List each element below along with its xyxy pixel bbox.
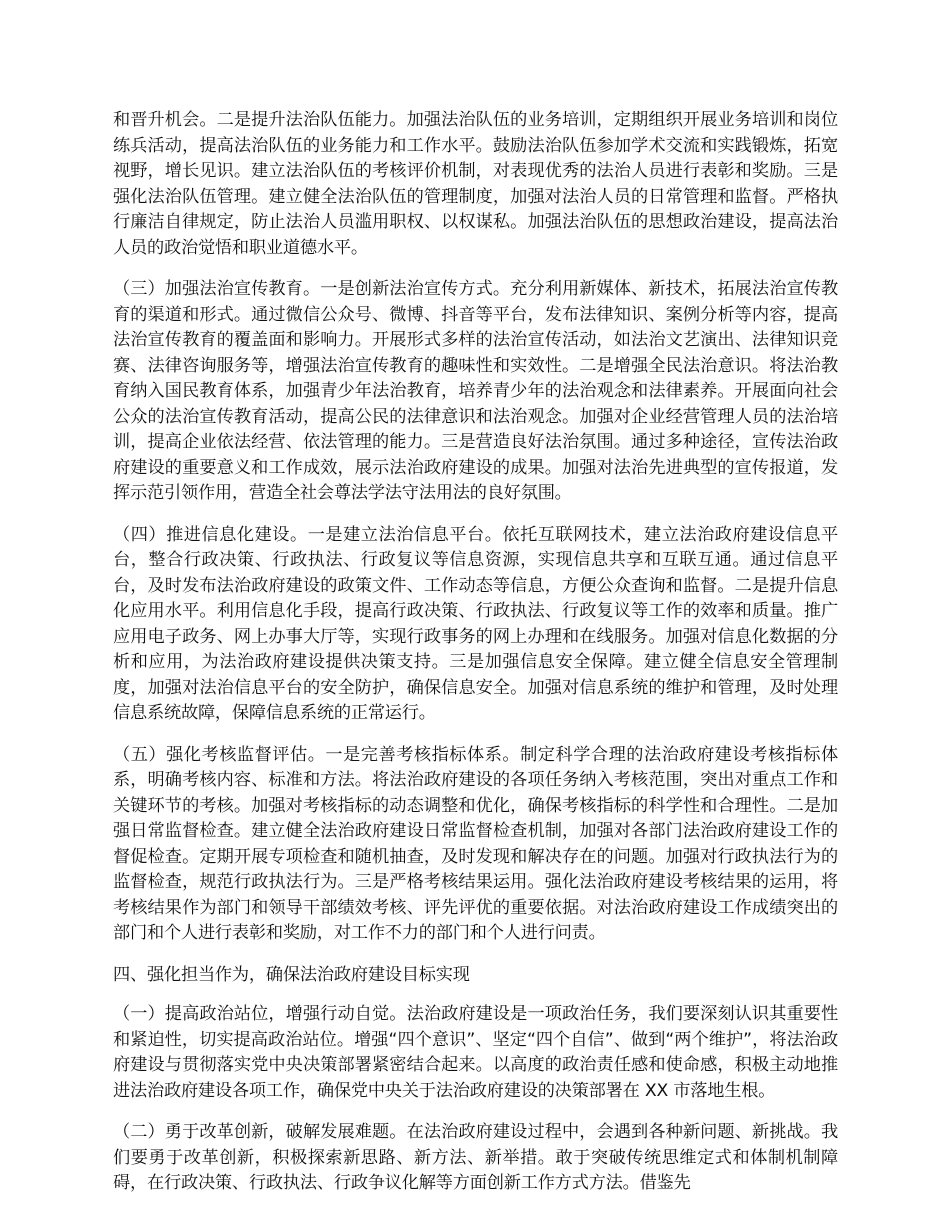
document-body (113, 108, 838, 1213)
paragraph-team-building: 和晋升机会。二是提升法治队伍能力。加强法治队伍的业务培训，定期组织开展业务培训和岗位练兵活动，提高法治队伍的业务能力和工作水平。鼓励法治队伍参加学术交流和实践锻炼，拓宽视野，增长见识。建立法治队伍的考核评价机制，对表现优秀的法治人员进行表彰和奖励。三是强化法治队伍管理。建立健全法治队伍的管理制度，加强对法治人员的日常管理和监督。严格执行廉洁自律规定，防止法治人员滥用职权、以权谋私。加强法治队伍的思想政治建设，提高法治人员的政治觉悟和职业道德水平。 (113, 110, 838, 258)
paragraph-reform-innovation: （二）勇于改革创新，破解发展难题。在法治政府建设过程中，会遇到各种新问题、新挑战。我们要勇于改革创新，积极探索新思路、新方法、新举措。敢于突破传统思维定式和体制机制障碍，在行政决策、行政执法、行政争议化解等方面创新工作方式方法。借鉴先 (113, 1122, 838, 1193)
section-heading: 四、强化担当作为，确保法治政府建设目标实现 (113, 964, 470, 985)
paragraph-assessment-supervision: （五）强化考核监督评估。一是完善考核指标体系。制定科学合理的法治政府建设考核指标体系，明确考核内容、标准和方法。将法治政府建设的各项任务纳入考核范围，突出对重点工作和关键环节的考核。加强对考核指标的动态调整和优化，确保考核指标的科学性和合理性。二是加强日常监督检查。建立健全法治政府建设日常监督检查机制，加强对各部门法治政府建设工作的督促检查。定期开展专项检查和随机抽查，及时发现和解决存在的问题。加强对行政执法行为的监督检查，规范行政执法行为。三是严格考核结果运用。强化法治政府建设考核结果的运用，将考核结果作为部门和领导干部绩效考核、评先评优的重要依据。对法治政府建设工作成绩突出的部门和个人进行表彰和奖励，对工作不力的部门和个人进行问责。 (113, 744, 838, 943)
paragraph-political-stance: （一）提高政治站位，增强行动自觉。法治政府建设是一项政治任务，我们要深刻认识其重要性和紧迫性，切实提高政治站位。增强“四个意识”、坚定“四个自信”、做到“两个维护”，将法治政府建设与贯彻落实党中央决策部署紧密结合起来。以高度的政治责任感和使命感，积极主动地推进法治政府建设各项工作，确保党中央关于法治政府建设的决策部署在 XX 市落地生根。 (113, 1004, 838, 1101)
paragraph-informatization: （四）推进信息化建设。一是建立法治信息平台。依托互联网技术，建立法治政府建设信息平台，整合行政决策、行政执法、行政复议等信息资源，实现信息共享和互联互通。通过信息平台，及时发布法治政府建设的政策文件、工作动态等信息，方便公众查询和监督。二是提升信息化应用水平。利用信息化手段，提高行政决策、行政执法、行政复议等工作的效率和质量。推广应用电子政务、网上办事大厅等，实现行政事务的网上办理和在线服务。加强对信息化数据的分析和应用，为法治政府建设提供决策支持。三是加强信息安全保障。建立健全信息安全管理制度，加强对法治信息平台的安全防护，确保信息安全。加强对信息系统的维护和管理，及时处理信息系统故障，保障信息系统的正常运行。 (113, 524, 838, 723)
paragraph-legal-publicity: （三）加强法治宣传教育。一是创新法治宣传方式。充分利用新媒体、新技术，拓展法治宣传教育的渠道和形式。通过微信公众号、微博、抖音等平台，发布法律知识、案例分析等内容，提高法治宣传教育的覆盖面和影响力。开展形式多样的法治宣传活动，如法治文艺演出、法律知识竞赛、法律咨询服务等，增强法治宣传教育的趣味性和实效性。二是增强全民法治意识。将法治教育纳入国民教育体系，加强青少年法治教育，培养青少年的法治观念和法律素养。开展面向社会公众的法治宣传教育活动，提高公民的法律意识和法治观念。加强对企业经营管理人员的法治培训，提高企业依法经营、依法管理的能力。三是营造良好法治氛围。通过多种途径，宣传法治政府建设的重要意义和工作成效，展示法治政府建设的成果。加强对法治先进典型的宣传报道，发挥示范引领作用，营造全社会尊法学法守法用法的良好氛围。 (113, 279, 838, 503)
